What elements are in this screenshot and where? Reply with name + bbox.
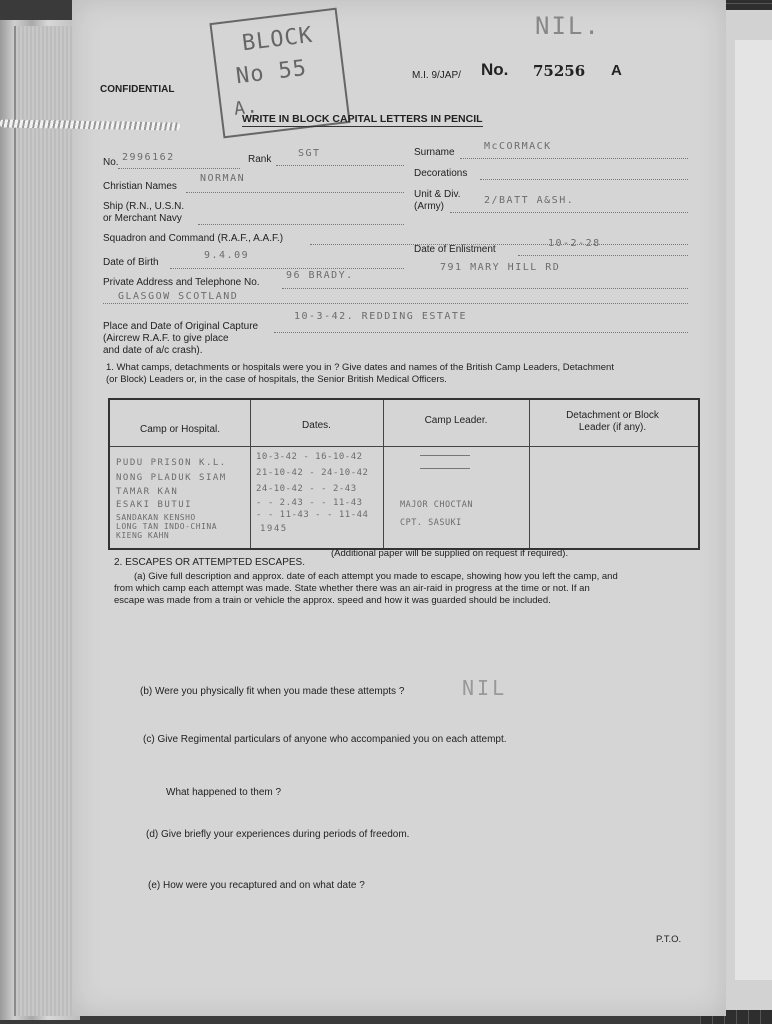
dates-row: - - 11-43 - - 11-44 [256,510,369,520]
q2c-followup: What happened to them ? [166,787,282,798]
q2a-line-1: (a) Give full description and approx. date of each attempt you made to escape, showing how you left the camp, and [134,571,618,582]
leader-row: CPT. SASUKI [400,518,462,528]
christian-names-value: NORMAN [200,173,246,184]
col-camp: Camp or Hospital. [139,424,221,435]
q2b-answer: NIL [462,676,508,700]
camp-row: NONG PLADUK SIAM [116,473,227,483]
dob-value: 9.4.09 [204,250,250,261]
q1-line-1: 1. What camps, detachments or hospitals were you in ? Give dates and names of the British Camp Leaders, Detachment [106,362,614,373]
q2d: (d) Give briefly your experiences during periods of freedom. [146,829,410,840]
rank-value: SGT [298,148,321,159]
surname-label: Surname [414,147,455,158]
q2-title-note: (Additional paper will be supplied on request if required). [331,548,569,559]
camp-row: KIENG KAHN [116,531,170,540]
q2a-line-2: from which camp each attempt was made. State whether there was an air-raid in progress at the time or not. If an [114,583,590,594]
dates-row: 1945 [260,524,288,534]
binder-spine [14,26,74,1016]
confidential-label: CONFIDENTIAL [100,84,175,95]
dates-row: - - 2.43 - - 11-43 [256,498,363,508]
dates-row: 10-3-42 - 16-10-42 [256,452,363,462]
q2a-line-3: escape was made from a train or vehicle the approx. speed and how it was guarded should be included. [114,595,551,606]
rank-label: Rank [248,154,272,165]
dob-label: Date of Birth [103,257,159,268]
leader-row: MAJOR CHOCTAN [400,500,474,510]
enlistment-value: 10-2-28 [548,238,601,249]
capture-label-3: and date of a/c crash). [103,345,203,356]
camp-row: TAMAR KAN [116,487,179,497]
form-reference: M.I. 9/JAP/ [412,70,461,81]
q2-title: 2. ESCAPES OR ATTEMPTED ESCAPES. [114,557,305,568]
form-suffix: A [611,62,622,79]
camp-row: LONG TAN INDO-CHINA [116,522,218,531]
dates-row: 21-10-42 - 24-10-42 [256,468,369,478]
dates-row: 24-10-42 - - 2-43 [256,484,357,494]
q2b: (b) Were you physically fit when you made these attempts ? [140,686,405,697]
unit-label-1: Unit & Div. [414,189,461,200]
surname-value: McCORMACK [484,141,552,152]
q2c: (c) Give Regimental particulars of anyone who accompanied you on each attempt. [143,734,507,745]
squadron-label: Squadron and Command (R.A.F., A.A.F.) [103,233,284,244]
underlying-sheet-edge [735,40,772,980]
form-number: 75256 [533,62,586,80]
ship-label-2: or Merchant Navy [103,213,182,224]
enlistment-label: Date of Enlistment [414,244,496,255]
col-detachment-1: Detachment or Block [566,410,659,421]
col-detachment-2: Leader (if any). [578,422,647,433]
address-label: Private Address and Telephone No. [103,277,260,288]
unit-value: 2/BATT A&SH. [484,195,575,206]
pto-label: P.T.O. [656,934,682,945]
stamp-line-3: A. [232,95,260,120]
service-number: 2996162 [122,152,175,163]
ship-label-1: Ship (R.N., U.S.N. [103,201,185,212]
pencil-instruction: WRITE IN BLOCK CAPITAL LETTERS IN PENCIL [242,113,483,125]
top-right-note: NIL. [535,12,601,40]
capture-label-2: (Aircrew R.A.F. to give place [103,333,229,344]
address-value-2: 791 MARY HILL RD [440,262,561,273]
unit-label-2: (Army) [414,201,444,212]
q2e: (e) How were you recaptured and on what date ? [148,880,365,891]
address-value-1: 96 BRADY. [286,270,354,281]
camps-table [108,398,700,550]
no-label: No. [103,157,119,168]
stamp-line-1: BLOCK [240,22,315,57]
stamp-line-2: No 55 [234,55,309,90]
number-label: No. [481,60,509,79]
capture-label-1: Place and Date of Original Capture [103,321,259,332]
col-leader: Camp Leader. [424,415,488,426]
christian-names-label: Christian Names [103,181,177,192]
address-value-3: GLASGOW SCOTLAND [118,291,239,302]
decorations-label: Decorations [414,168,468,179]
camp-row: ESAKI BUTUI [116,500,193,510]
capture-value: 10-3-42. REDDING ESTATE [294,311,467,322]
camp-row: PUDU PRISON K.L. [116,458,227,468]
q1-line-2: (or Block) Leaders or, in the case of hospitals, the Senior British Medical Officers. [106,374,447,385]
col-dates: Dates. [302,420,331,431]
camp-row: SANDAKAN KENSHO [116,513,196,522]
